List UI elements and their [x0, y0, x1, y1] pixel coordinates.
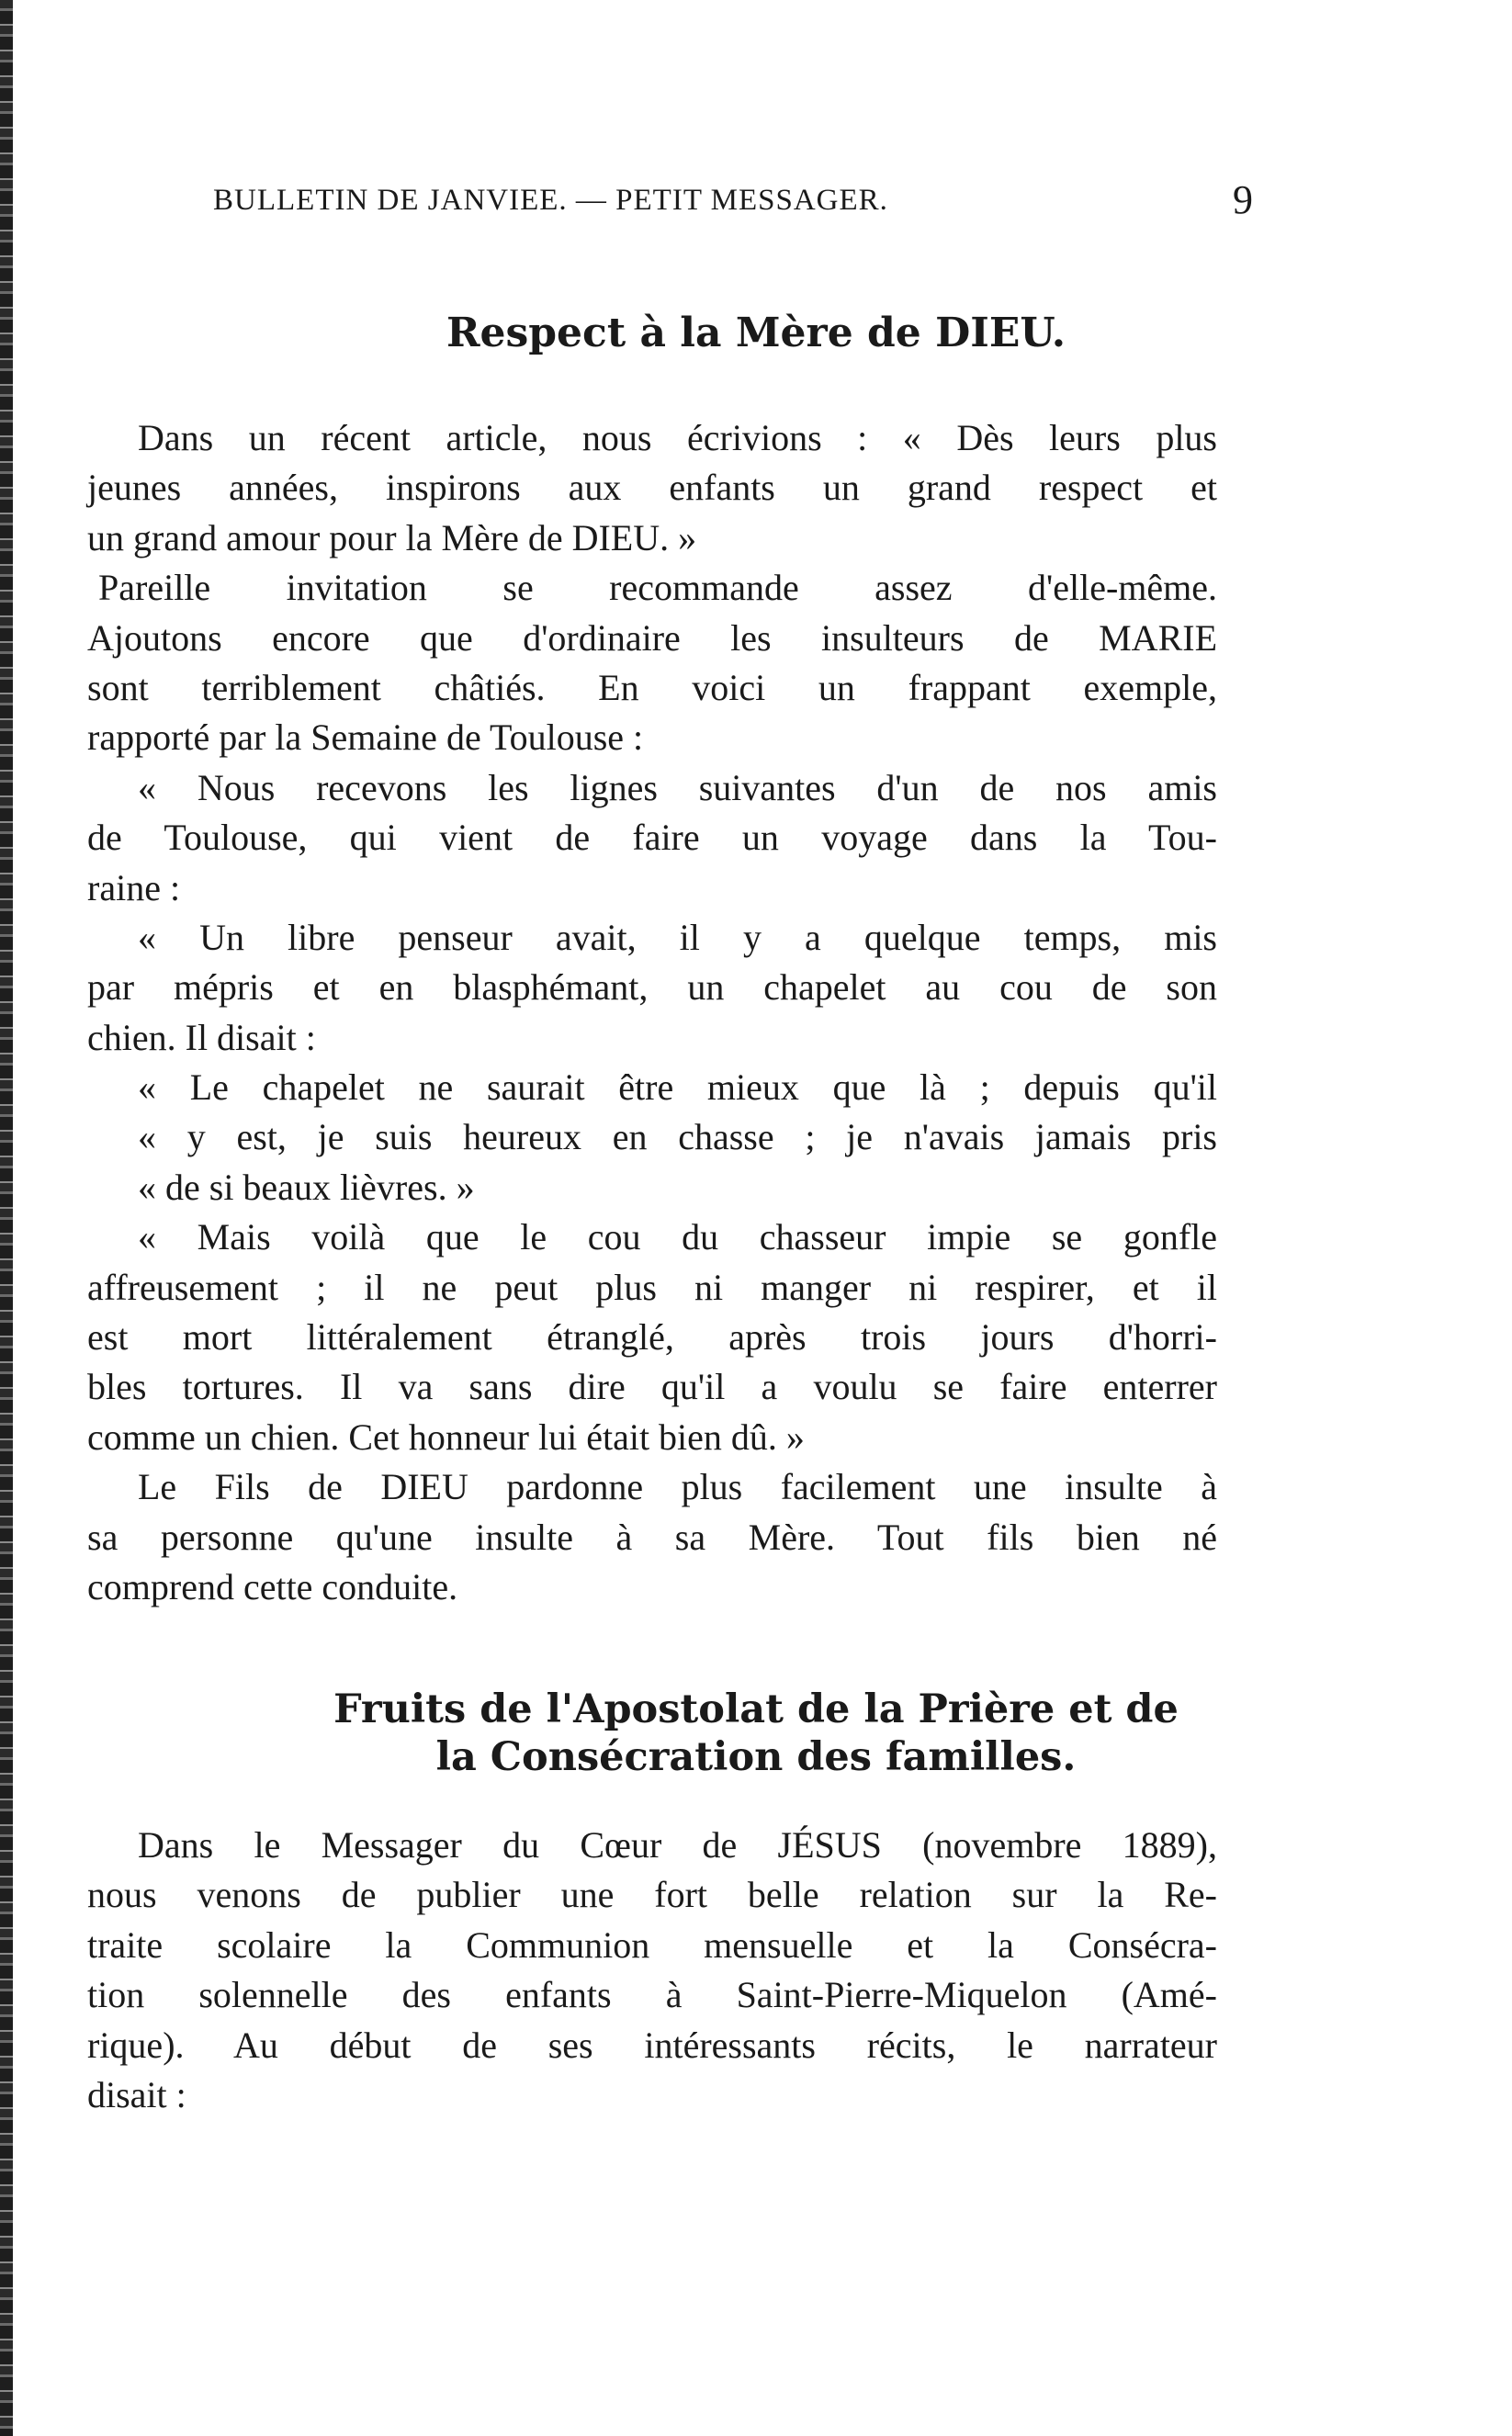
- text-line: Dans le Messager du Cœur de JÉSUS (novembre 1889),: [138, 1824, 1217, 1866]
- text-line: est mort littéralement étranglé, après trois jours d'horri-: [87, 1316, 1217, 1359]
- text-line: de Toulouse, qui vient de faire un voyage dans la Tou-: [87, 817, 1217, 859]
- article-title-fruits-line1: Fruits de l'Apostolat de la Prière et de: [333, 1686, 1179, 1732]
- running-title: BULLETIN DE JANVIEE. — PETIT MESSAGER.: [213, 184, 888, 217]
- page-number: 9: [1233, 177, 1253, 222]
- article-body-respect: [87, 413, 1217, 1612]
- text-line: « Un libre penseur avait, il y a quelque temps, mis: [138, 916, 1217, 958]
- text-line: chien. Il disait :: [87, 1016, 316, 1058]
- text-line: comme un chien. Cet honneur lui était bien dû. »: [87, 1415, 805, 1458]
- text-line: raine :: [87, 866, 181, 908]
- running-head: [213, 176, 1253, 231]
- text-line: « Mais voilà que le cou du chasseur impie se gonfle: [138, 1216, 1217, 1258]
- text-line: « y est, je suis heureux en chasse ; je n'avais jamais pris: [138, 1116, 1217, 1158]
- text-line: comprend cette conduite.: [87, 1565, 458, 1607]
- text-line: jeunes années, inspirons aux enfants un grand respect et: [87, 467, 1217, 509]
- text-line: tion solennelle des enfants à Saint-Pierre-Miquelon (Amé-: [87, 1974, 1217, 2016]
- article-title-respect: Respect à la Mère de DIEU.: [446, 310, 1066, 356]
- text-line: sont terriblement châtiés. En voici un frappant exemple,: [87, 666, 1217, 708]
- text-line: affreusement ; il ne peut plus ni manger ni respirer, et il: [87, 1266, 1217, 1308]
- text-line: disait :: [87, 2073, 186, 2115]
- text-line: Dans un récent article, nous écrivions : « Dès leurs plus: [138, 417, 1217, 458]
- text-line: Ajoutons encore que d'ordinaire les insulteurs de MARIE: [87, 616, 1217, 659]
- text-line: « de si beaux lièvres. »: [138, 1166, 475, 1208]
- text-line: « Le chapelet ne saurait être mieux que là ; depuis qu'il: [138, 1066, 1217, 1109]
- article-body-fruits: [87, 1821, 1217, 2120]
- text-line: rique). Au début de ses intéressants récits, le narrateur: [87, 2024, 1217, 2066]
- text-line: par mépris et en blasphémant, un chapelet au cou de son: [87, 966, 1217, 1009]
- article-title-fruits-line2: la Consécration des familles.: [435, 1734, 1077, 1780]
- text-line: Pareille invitation se recommande assez d'elle-même.: [98, 567, 1217, 609]
- text-line: nous venons de publier une fort belle relation sur la Re-: [87, 1874, 1217, 1916]
- text-line: bles tortures. Il va sans dire qu'il a voulu se faire enterrer: [87, 1366, 1217, 1408]
- text-line: sa personne qu'une insulte à sa Mère. Tout fils bien né: [87, 1516, 1217, 1558]
- text-line: rapporté par la Semaine de Toulouse :: [87, 716, 644, 759]
- text-line: Le Fils de DIEU pardonne plus facilement une insulte à: [138, 1466, 1217, 1508]
- text-line: un grand amour pour la Mère de DIEU. »: [87, 516, 697, 558]
- text-line: traite scolaire la Communion mensuelle et la Consécra-: [87, 1923, 1217, 1966]
- text-line: « Nous recevons les lignes suivantes d'un de nos amis: [138, 766, 1217, 808]
